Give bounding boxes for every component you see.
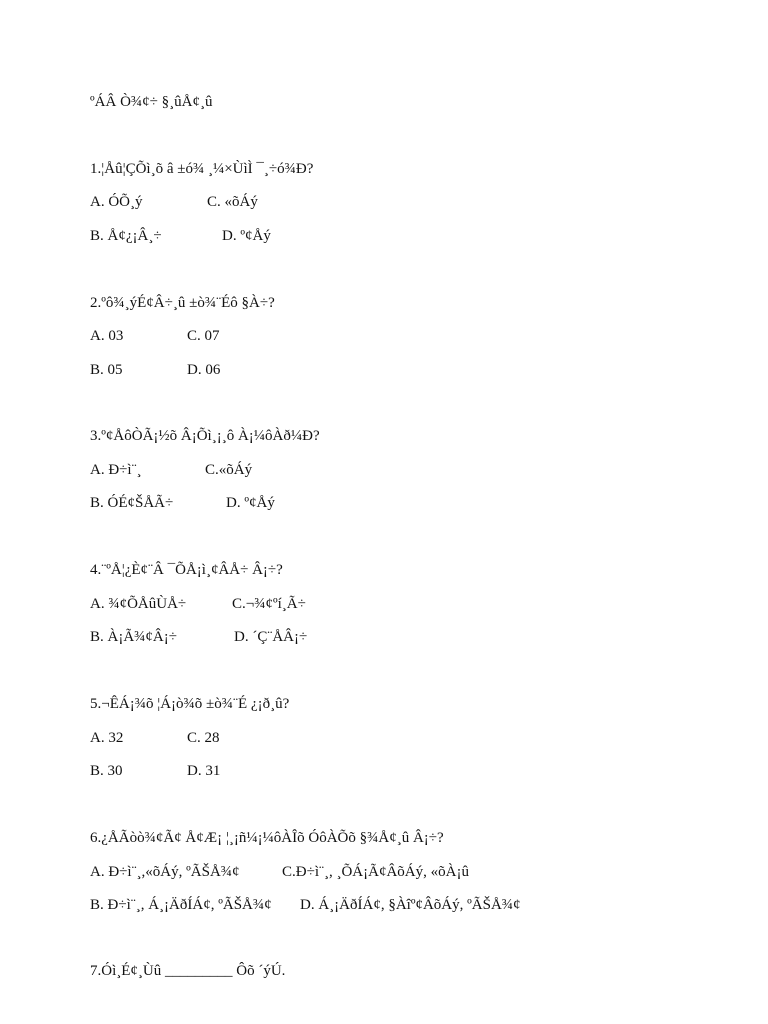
question-4-option-a[interactable]: A. ¾¢ÕÅûÙÅ÷ <box>90 596 187 612</box>
question-7-stem: 7.Óì¸É¢¸Ùû _________ Ôõ ´ýÚ. <box>90 963 286 979</box>
question-4-option-c[interactable]: C.¬¾¢ºí¸Ã÷ <box>232 596 306 612</box>
question-4-option-d[interactable]: D. ´Ç¨ÅÂ¡÷ <box>234 629 308 645</box>
question-5-option-a[interactable]: A. 32 <box>90 730 124 746</box>
question-4-option-b[interactable]: B. À¡Ã¾¢Â¡÷ <box>90 629 177 645</box>
question-6-option-c[interactable]: C.Ð÷ì¨¸, ¸ÕÁ¡Ã¢ÂõÁý, «õÀ¡û <box>282 864 469 880</box>
worksheet-title: ºÁÂ Ò¾¢÷ §¸ûÅ¢¸û <box>90 94 213 110</box>
question-2-option-b[interactable]: B. 05 <box>90 362 123 378</box>
question-2-stem: 2.ºô¾¸ýÉ¢Â÷¸û ±ò¾¨Éô §À÷? <box>90 295 275 311</box>
question-5-option-c[interactable]: C. 28 <box>187 730 220 746</box>
question-2-option-c[interactable]: C. 07 <box>187 328 220 344</box>
question-3-option-a[interactable]: A. Ð÷ì¨¸ <box>90 462 142 478</box>
question-2-option-d[interactable]: D. 06 <box>187 362 221 378</box>
question-6-option-a[interactable]: A. Ð÷ì¨¸,«õÁý, ºÃŠÅ¾¢ <box>90 864 240 880</box>
question-3-stem: 3.º¢ÅôÒÃ¡½õ Â¡Õì¸¡¸ô À¡¼ôÀð¼Ð? <box>90 428 320 444</box>
question-6-stem: 6.¿ÅÃòò¾¢Ã¢ Å¢Æ¡ ¦¸¡ñ¼¡¼ôÀÎõ ÓôÀÕõ §¾Å¢¸û Â¡÷? <box>90 830 444 846</box>
question-3-option-d[interactable]: D. º¢Åý <box>226 495 275 511</box>
question-3-option-b[interactable]: B. ÓÉ¢ŠÅÃ÷ <box>90 495 174 511</box>
question-1-option-b[interactable]: B. Å¢¿¡Â¸÷ <box>90 228 162 244</box>
question-2-option-a[interactable]: A. 03 <box>90 328 124 344</box>
question-1-option-d[interactable]: D. º¢Åý <box>222 228 271 244</box>
question-1-option-c[interactable]: C. «õÁý <box>207 194 258 210</box>
question-5-option-b[interactable]: B. 30 <box>90 763 123 779</box>
question-1-option-a[interactable]: A. ÓÕ¸ý <box>90 194 143 210</box>
question-1-stem: 1.¦Åû¦ÇÕì¸õ â ±ó¾ ¸¼×ÙìÌ ¯¸÷ó¾Ð? <box>90 161 314 177</box>
question-5-option-d[interactable]: D. 31 <box>187 763 221 779</box>
question-6-option-d[interactable]: D. Á¸¡ÄðÍÁ¢, §Àîº¢ÂõÁý, ºÃŠÅ¾¢ <box>300 897 521 913</box>
question-5-stem: 5.¬ÊÁ¡¾õ ¦Á¡ò¾õ ±ò¾¨É ¿¡ð¸û? <box>90 696 290 712</box>
question-4-stem: 4.¨ºÅ¦¿È¢¨Â ¯ÕÅ¡ì¸¢ÂÅ÷ Â¡÷? <box>90 562 283 578</box>
question-6-option-b[interactable]: B. Ð÷ì¨¸, Á¸¡ÄðÍÁ¢, ºÃŠÅ¾¢ <box>90 897 272 913</box>
question-3-option-c[interactable]: C.«õÁý <box>205 462 253 478</box>
